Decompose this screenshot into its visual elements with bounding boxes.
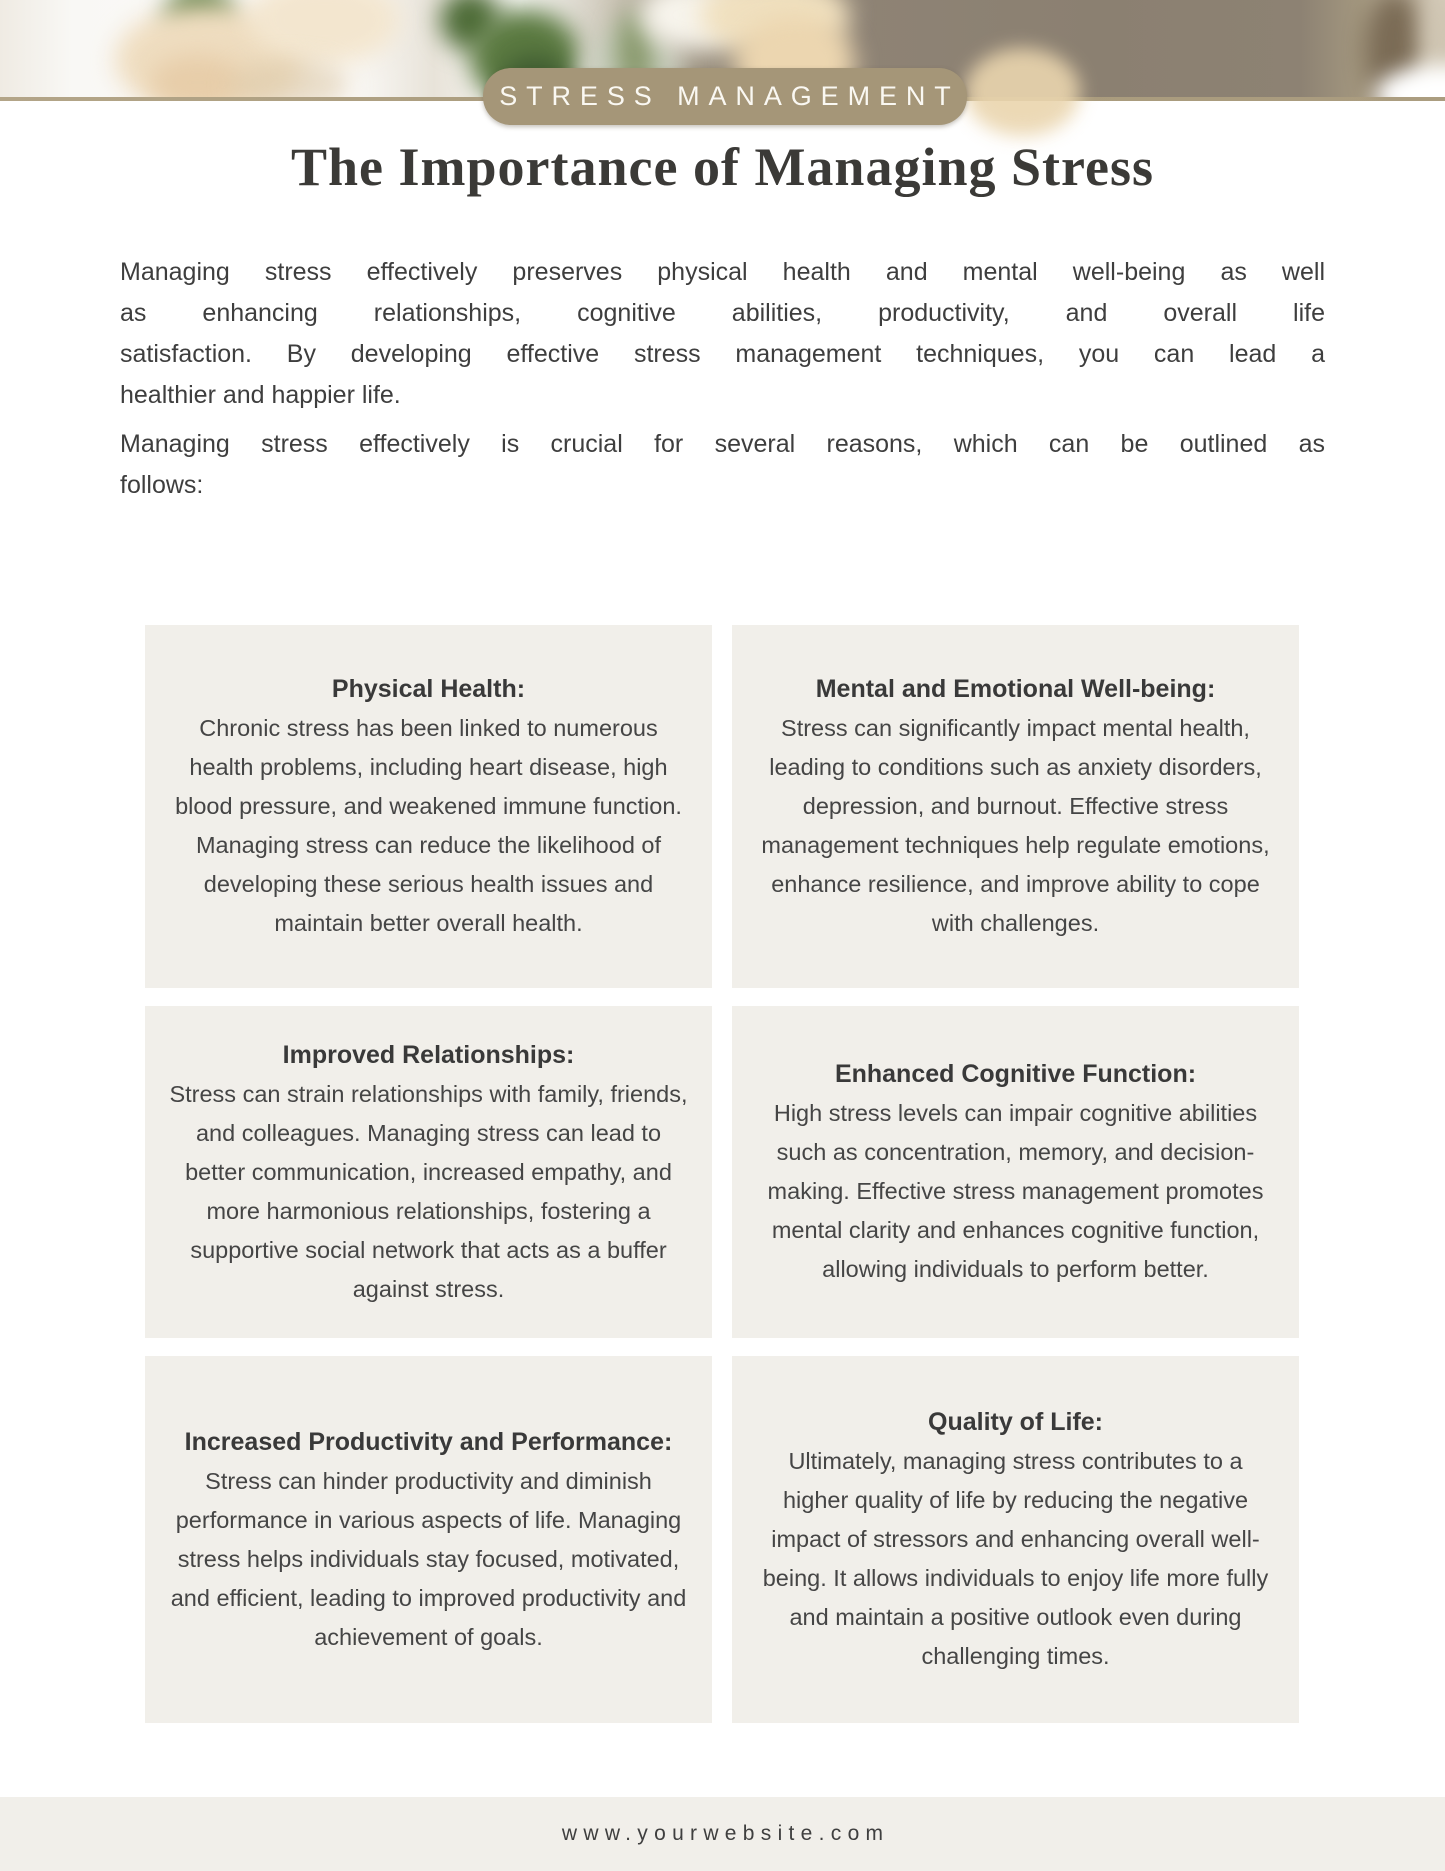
- page-title: The Importance of Managing Stress: [291, 137, 1154, 197]
- paragraph-line: Managing stress effectively preserves physical health and mental well-being as well: [120, 258, 1325, 286]
- card-increased-productivity: [145, 1356, 712, 1723]
- paragraph-line: healthier and happier life.: [120, 381, 401, 409]
- card-body: Stress can significantly impact mental health, leading to conditions such as anxiety disorders, depression, and burnout. Effective stress management techniques help regulate emotions, enhance resilience, and improve ability to cope with challenges.: [761, 715, 1270, 936]
- card-body: Ultimately, managing stress contributes to a higher quality of life by reducing the negative impact of stressors and enhancing overall well-being. It allows individuals to enjoy life more fully and maintain a positive outlook even during challenging times.: [762, 1448, 1269, 1669]
- intro-paragraph-2: [120, 424, 1325, 506]
- card-heading: Mental and Emotional Well-being:: [815, 675, 1216, 703]
- card-heading: Increased Productivity and Performance:: [184, 1427, 673, 1456]
- category-badge: [483, 68, 967, 125]
- paragraph-line: follows:: [120, 471, 204, 499]
- category-badge-label: STRESS MANAGEMENT: [499, 81, 960, 111]
- footer-url: www.yourwebsite.com: [561, 1822, 890, 1845]
- card-body: Chronic stress has been linked to numerous health problems, including heart disease, high blood pressure, and weakened immune function. Managing stress can reduce the likelihood of developing these serious health issues and maintain better overall health.: [175, 715, 682, 936]
- paragraph-line: as enhancing relationships, cognitive abilities, productivity, and overall life: [120, 299, 1325, 327]
- card-heading: Improved Relationships:: [282, 1040, 575, 1069]
- card-improved-relationships: [145, 1006, 712, 1338]
- card-body: Stress can hinder productivity and diminish performance in various aspects of life. Managing stress helps individuals stay focused, motivated, and efficient, leading to improved productivity and achievement of goals.: [170, 1467, 687, 1650]
- card-heading: Physical Health:: [331, 675, 526, 703]
- intro-paragraph-1: [120, 252, 1325, 416]
- card-physical-health: [145, 625, 712, 988]
- card-heading: Enhanced Cognitive Function:: [834, 1060, 1197, 1088]
- card-enhanced-cognitive-function: [732, 1006, 1299, 1338]
- paragraph-line: Managing stress effectively is crucial for several reasons, which can be outlined as: [120, 430, 1325, 458]
- card-body: High stress levels can impair cognitive abilities such as concentration, memory, and decision-making. Effective stress management promotes mental clarity and enhances cognitive function, allowing individuals to perform better.: [767, 1100, 1264, 1282]
- footer-bar: [0, 1797, 1445, 1871]
- card-mental-emotional-wellbeing: [732, 625, 1299, 988]
- card-quality-of-life: [732, 1356, 1299, 1723]
- card-heading: Quality of Life:: [928, 1408, 1103, 1436]
- champagne-flower-overflow-blob: [965, 48, 1080, 136]
- card-body: Stress can strain relationships with family, friends, and colleagues. Managing stress can lead to better communication, increased empathy, and more harmonious relationships, fostering a supportive social network that acts as a buffer against stress.: [169, 1080, 688, 1302]
- paragraph-line: satisfaction. By developing effective stress management techniques, you can lead a: [120, 340, 1325, 368]
- benefits-grid: [145, 625, 1299, 1723]
